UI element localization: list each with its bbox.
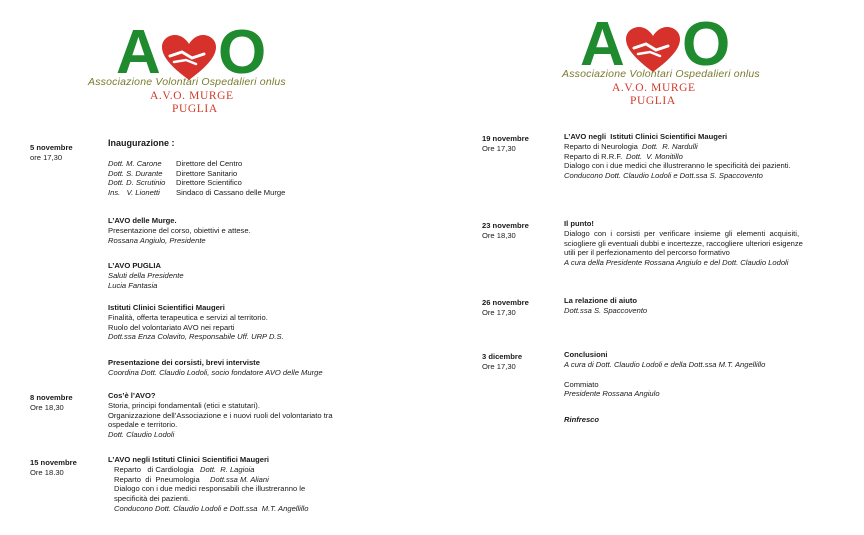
event-line: specificità dei pazienti. (114, 494, 190, 504)
department-doctor: Dott.ssa M. Aliani (210, 474, 269, 484)
event-date-block (30, 458, 77, 478)
event-time: Ore 17,30 (482, 361, 516, 371)
event-credit: A cura della Presidente Rossana Angiulo e del Dott. Claudio Lodoli (564, 258, 789, 268)
branch-name: A.V.O. MURGE (612, 82, 696, 94)
event-line: utili per il perfezionamento del percorso formativo (564, 248, 730, 258)
event-date-block (482, 352, 522, 372)
event-credit: Conducono Dott. Claudio Lodoli e Dott.ssa S. Spaccovento (564, 171, 763, 181)
avo-logo-right (562, 10, 792, 114)
event-credit: Conducono Dott. Claudio Lodoli e Dott.ssa M.T. Angellillo (114, 503, 309, 513)
event-line: Storia, principi fondamentali (etici e statutari). (108, 400, 260, 410)
program-block (108, 261, 408, 290)
event-time: Ore 17,30 (482, 307, 516, 317)
program-block (108, 216, 408, 245)
department-row (108, 465, 428, 475)
official-role: Direttore del Centro (176, 158, 243, 168)
event-date: 26 novembre (482, 298, 529, 307)
event-title: L’AVO negli Istituti Clinici Scientifici Maugeri (564, 132, 728, 141)
event-title: La relazione di aiuto (564, 296, 637, 305)
block-line: Ruolo del volontariato AVO nei reparti (108, 322, 235, 332)
event-title: Conclusioni (564, 350, 608, 359)
event-line: Organizzazione dell’Associazione e i nuovi ruoli del volontariato tra (108, 410, 333, 420)
block-title: L’AVO delle Murge. (108, 216, 177, 225)
block-line: Presentazione del corso, obiettivi e attese. (108, 225, 251, 235)
event-program (108, 139, 408, 198)
event-date-block (30, 143, 73, 163)
logo-letter-a: A (116, 18, 161, 87)
department-name: Reparto di Neurologia (564, 141, 638, 151)
logo-letter-o: O (218, 18, 267, 87)
block-credit: Rossana Angiulo, Presidente (108, 235, 206, 245)
event-credit: A cura di Dott. Claudio Lodoli e della Dott.ssa M.T. Angellillo (564, 359, 766, 369)
branch-name: A.V.O. MURGE (150, 90, 234, 102)
block-title: L’AVO PUGLIA (108, 261, 162, 270)
event-date-block (30, 393, 73, 413)
association-name: Associazione Volontari Ospedalieri onlus (562, 68, 760, 80)
event-credit: Dott.ssa S. Spaccovento (564, 305, 648, 315)
department-name: Reparto di Pneumologia (114, 474, 200, 484)
official-name: Dott. M. Carone (108, 158, 162, 168)
event-date-block (482, 298, 529, 318)
official-row (108, 178, 408, 188)
event-date: 3 dicembre (482, 352, 523, 361)
official-role: Direttore Scientifico (176, 178, 242, 188)
heart-handshake-icon (160, 34, 218, 82)
block-title: Istituti Clinici Scientifici Maugeri (108, 303, 225, 312)
event-line: Dialogo con i due medici che illustreranno le specificità dei pazienti. (564, 161, 791, 171)
event-date: 15 novembre (30, 458, 77, 467)
official-role: Direttore Sanitario (176, 168, 238, 178)
event-title: Inaugurazione : (108, 138, 175, 148)
department-name: Reparto di R.R.F. (564, 151, 623, 161)
block-credit: Coordina Dott. Claudio Lodoli, socio fondatore AVO delle Murge (108, 367, 323, 377)
program-block (108, 358, 418, 378)
event-credit: Dott. Claudio Lodoli (108, 430, 175, 440)
block-credit: Lucia Fantasia (108, 280, 158, 290)
department-row (108, 475, 428, 485)
event-date: 5 novembre (30, 143, 73, 152)
region-name: PUGLIA (630, 95, 676, 107)
block-credit: Dott.ssa Enza Colavito, Responsabile Uff. URP D.S. (108, 332, 284, 342)
event-line: Dialogo con i due medici responsabili che illustreranno le (114, 484, 306, 494)
logo-letter-a: A (580, 10, 625, 79)
program-block (108, 303, 418, 342)
official-name: Dott. S. Durante (108, 168, 163, 178)
event-date-block (482, 221, 529, 241)
event-time: Ore 18.30 (30, 467, 64, 477)
event-line: Dialogo con i corsisti per verificare insieme gli elementi acquisiti, (564, 228, 800, 238)
official-name: Ins. V. Lionetti (108, 188, 160, 198)
block-title: Presentazione dei corsisti, brevi interviste (108, 358, 260, 367)
event-date-block (482, 134, 529, 154)
department-doctor: Dott. V. Monitillo (626, 151, 683, 161)
event-time: ore 17,30 (30, 152, 63, 162)
event-program (108, 455, 428, 514)
event-line: sciogliere gli eventuali dubbi e incertezze, raccogliere ulteriori esigenze (564, 238, 803, 248)
event-program (108, 391, 428, 440)
heart-handshake-icon (624, 26, 682, 74)
official-row (108, 169, 408, 179)
event-program (564, 350, 854, 425)
official-role: Sindaco di Cassano delle Murge (176, 188, 286, 198)
event-title: Il punto! (564, 219, 594, 228)
event-time: Ore 17,30 (482, 143, 516, 153)
department-name: Reparto di Cardiologia (114, 464, 194, 474)
event-title: L’AVO negli Istituti Clinici Scientifici Maugeri (108, 455, 270, 464)
event-program (564, 296, 854, 316)
event-title: Cos’è l’AVO? (108, 391, 156, 400)
official-name: Dott. D. Scrutinio (108, 178, 166, 188)
block-line: Finalità, offerta terapeutica e servizi al territorio. (108, 312, 268, 322)
department-doctor: Dott. R. Nardulli (642, 141, 698, 151)
logo-letter-o: O (682, 10, 731, 79)
closing-title: Commiato (564, 379, 599, 389)
final-note: Rinfresco (564, 415, 600, 425)
region-name: PUGLIA (172, 103, 218, 115)
event-program (564, 132, 854, 181)
right-page (432, 0, 864, 535)
official-row (108, 159, 408, 169)
official-row (108, 188, 408, 198)
closing-credit: Presidente Rossana Angiulo (564, 389, 660, 399)
department-row (564, 142, 854, 152)
event-line: ospedale e territorio. (108, 420, 178, 430)
officials-list (108, 159, 408, 198)
block-credit: Saluti della Presidente (108, 270, 184, 280)
event-program (564, 219, 854, 268)
avo-logo-left (88, 18, 318, 122)
event-time: Ore 18,30 (30, 402, 64, 412)
association-name: Associazione Volontari Ospedalieri onlus (88, 76, 286, 88)
event-time: Ore 18,30 (482, 230, 516, 240)
department-row (564, 152, 854, 162)
event-date: 23 novembre (482, 221, 529, 230)
event-date: 19 novembre (482, 134, 529, 143)
department-doctor: Dott. R. Lagioia (200, 464, 255, 474)
event-date: 8 novembre (30, 393, 73, 402)
